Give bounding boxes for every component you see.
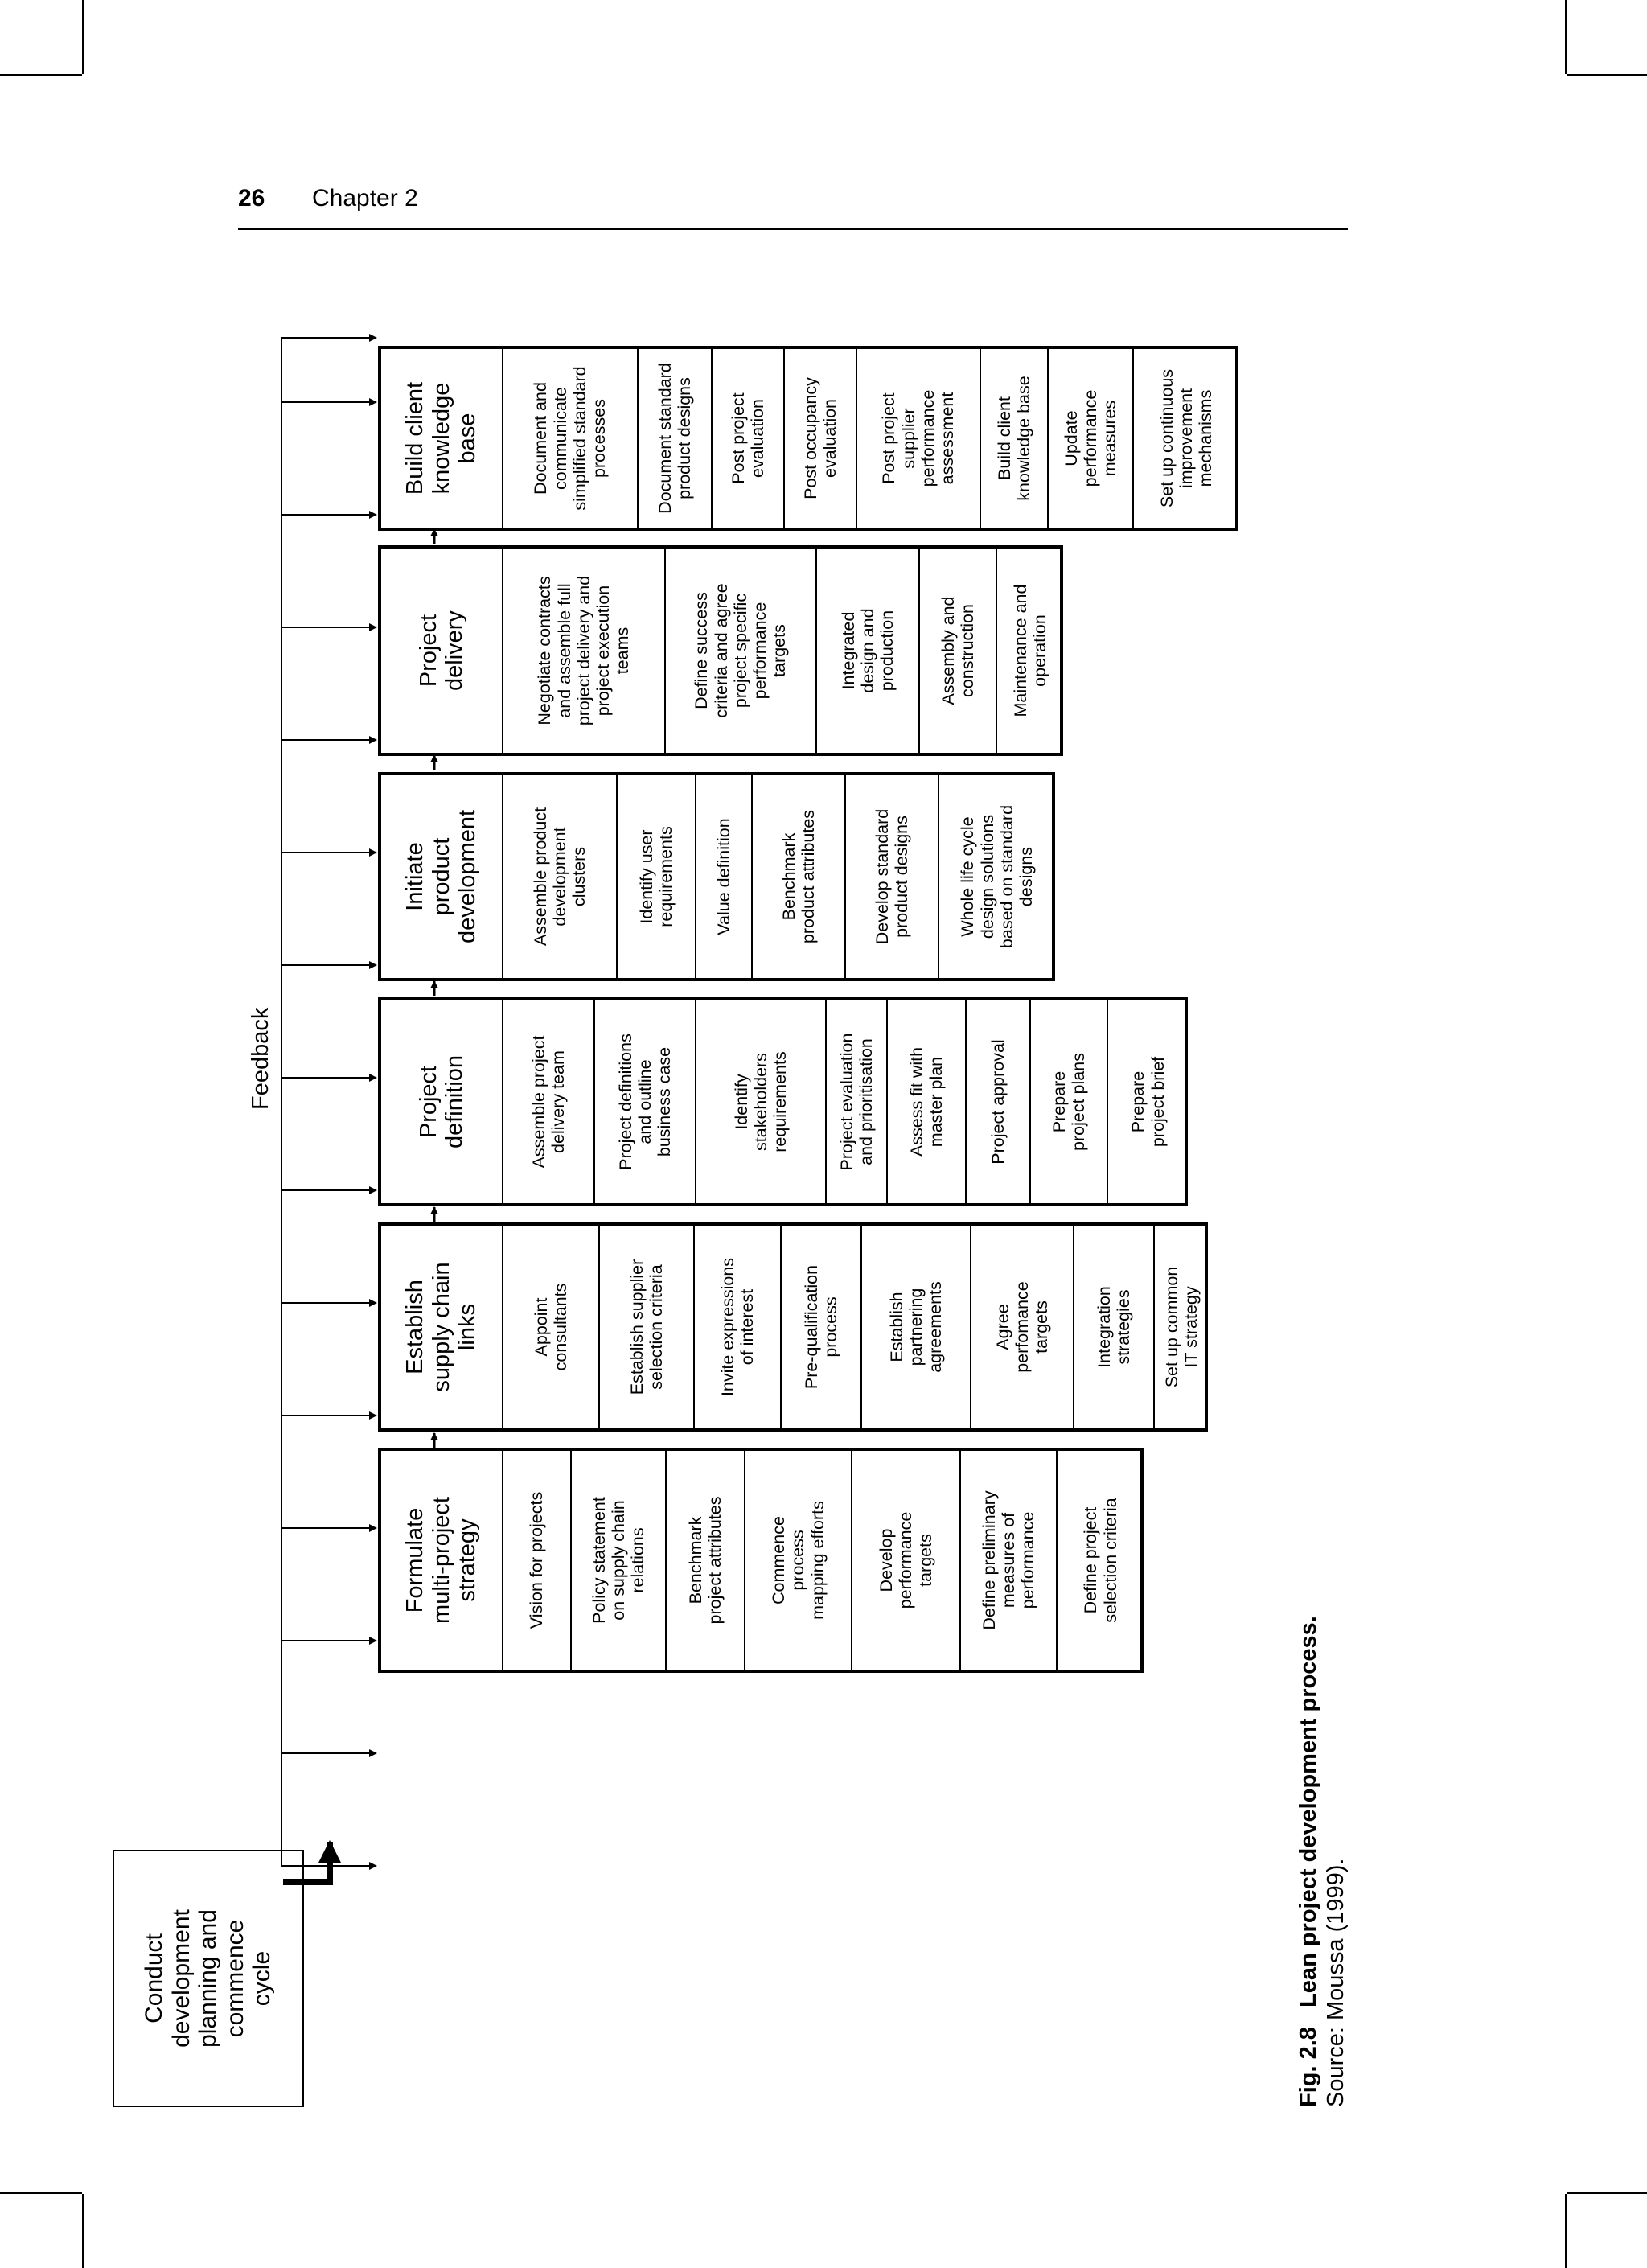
activity-cell: Whole life cycle design solutions based on standard designs [938,775,1055,978]
activity-cell: Pre-qualification process [780,1226,860,1428]
stage-box [378,545,1063,756]
activity-cell: Policy statement on supply chain relations [570,1451,665,1670]
stage-title: Formulate multi-project strategy [381,1451,503,1670]
stage-title: Initiate product development [381,775,503,978]
stage-box [378,346,1238,531]
activity-cell: Define success criteria and agree project specific performance targets [664,549,815,753]
figure-caption [1295,1616,1349,2107]
activity-cell: Identify user requirements [616,775,695,978]
activity-cell: Assembly and construction [918,549,996,753]
activity-cell: Define project selection criteria [1056,1451,1144,1670]
activity-cell: Build client knowledge base [980,349,1047,528]
crop-mark [0,74,82,76]
crop-mark [1567,2192,1647,2194]
crop-mark [82,0,84,74]
start-box: Conduct development planning and commence cycle [113,1850,304,2107]
activity-cell: Prepare project brief [1107,1000,1188,1203]
activity-cell: Integration strategies [1073,1226,1153,1428]
activity-cell: Appoint consultants [531,1283,570,1371]
activity-cell: Value definition [695,775,751,978]
activity-cell: Update performance measures [1047,349,1132,528]
activity-cell: Project approval [965,1000,1029,1203]
activity-cell: Benchmark product attributes [751,775,844,978]
activity-cell: Agree perfomance targets [970,1226,1073,1428]
activity-cell: Commence process mapping efforts [744,1451,851,1670]
stage-box [378,772,1055,981]
activity-cell: Develop performance targets [851,1451,959,1670]
figure-label: Fig. 2.8 [1296,2027,1321,2107]
crop-mark [1565,2194,1567,2268]
activity-cell: Document standard product designs [637,349,711,528]
activity-cell: Establish supplier selection criteria [598,1226,693,1428]
activity-cell: Document and communicate simplified standard processes [531,366,610,511]
crop-mark [82,2194,84,2268]
stage-title: Project definition [381,1000,503,1203]
figure-title: Lean project development process. [1296,1616,1321,2007]
activity-cell: Project evaluation and prioritisation [825,1000,886,1203]
feedback-arrows [281,338,376,1866]
stage-box [378,1448,1144,1673]
stage-box [378,1222,1208,1432]
activity-cell: Develop standard product designs [844,775,938,978]
activity-cell: Negotiate contracts and assemble full project delivery and project execution teams [535,575,633,726]
activity-cell: Invite expressions of interest [693,1226,780,1428]
stage-box [378,997,1188,1206]
figure-source: Source: Moussa (1999). [1323,1858,1349,2107]
activity-cell: Assemble project delivery team [528,1035,568,1169]
stage-title: Build client knowledge base [381,349,503,528]
activity-cell: Vision for projects [527,1491,547,1629]
activity-cell: Define preliminary measures of performance [959,1451,1056,1670]
activity-cell: Benchmark project attributes [665,1451,744,1670]
activity-cell: Set up common IT strategy [1153,1226,1208,1428]
activity-cell: Assemble product development clusters [530,807,589,947]
activity-cell: Establish partnering agreements [860,1226,970,1428]
feedback-label: Feedback [248,1007,273,1110]
activity-cell: Post project evaluation [711,349,783,528]
page-number: 26 [238,185,265,212]
activity-cell: Project definitions and outline business case [593,1000,695,1203]
activity-cell: Set up continuous improvement mechanisms [1132,349,1238,528]
stage-title: Project delivery [381,549,503,753]
activity-cell: Assess fit with master plan [886,1000,965,1203]
chapter-title: Chapter 2 [312,185,418,212]
stage-title: Establish supply chain links [381,1226,503,1428]
crop-mark [0,2192,82,2194]
activity-cell: Post project supplier performance assessment [856,349,980,528]
activity-cell: Maintenance and operation [996,549,1063,753]
activity-cell: Post occupancy evaluation [783,349,856,528]
figure-rotated [141,0,1647,2107]
activity-cell: Identify stakeholders requirements [695,1000,825,1203]
activity-cell: Prepare project plans [1029,1000,1107,1203]
activity-cell: Integrated design and production [815,549,918,753]
